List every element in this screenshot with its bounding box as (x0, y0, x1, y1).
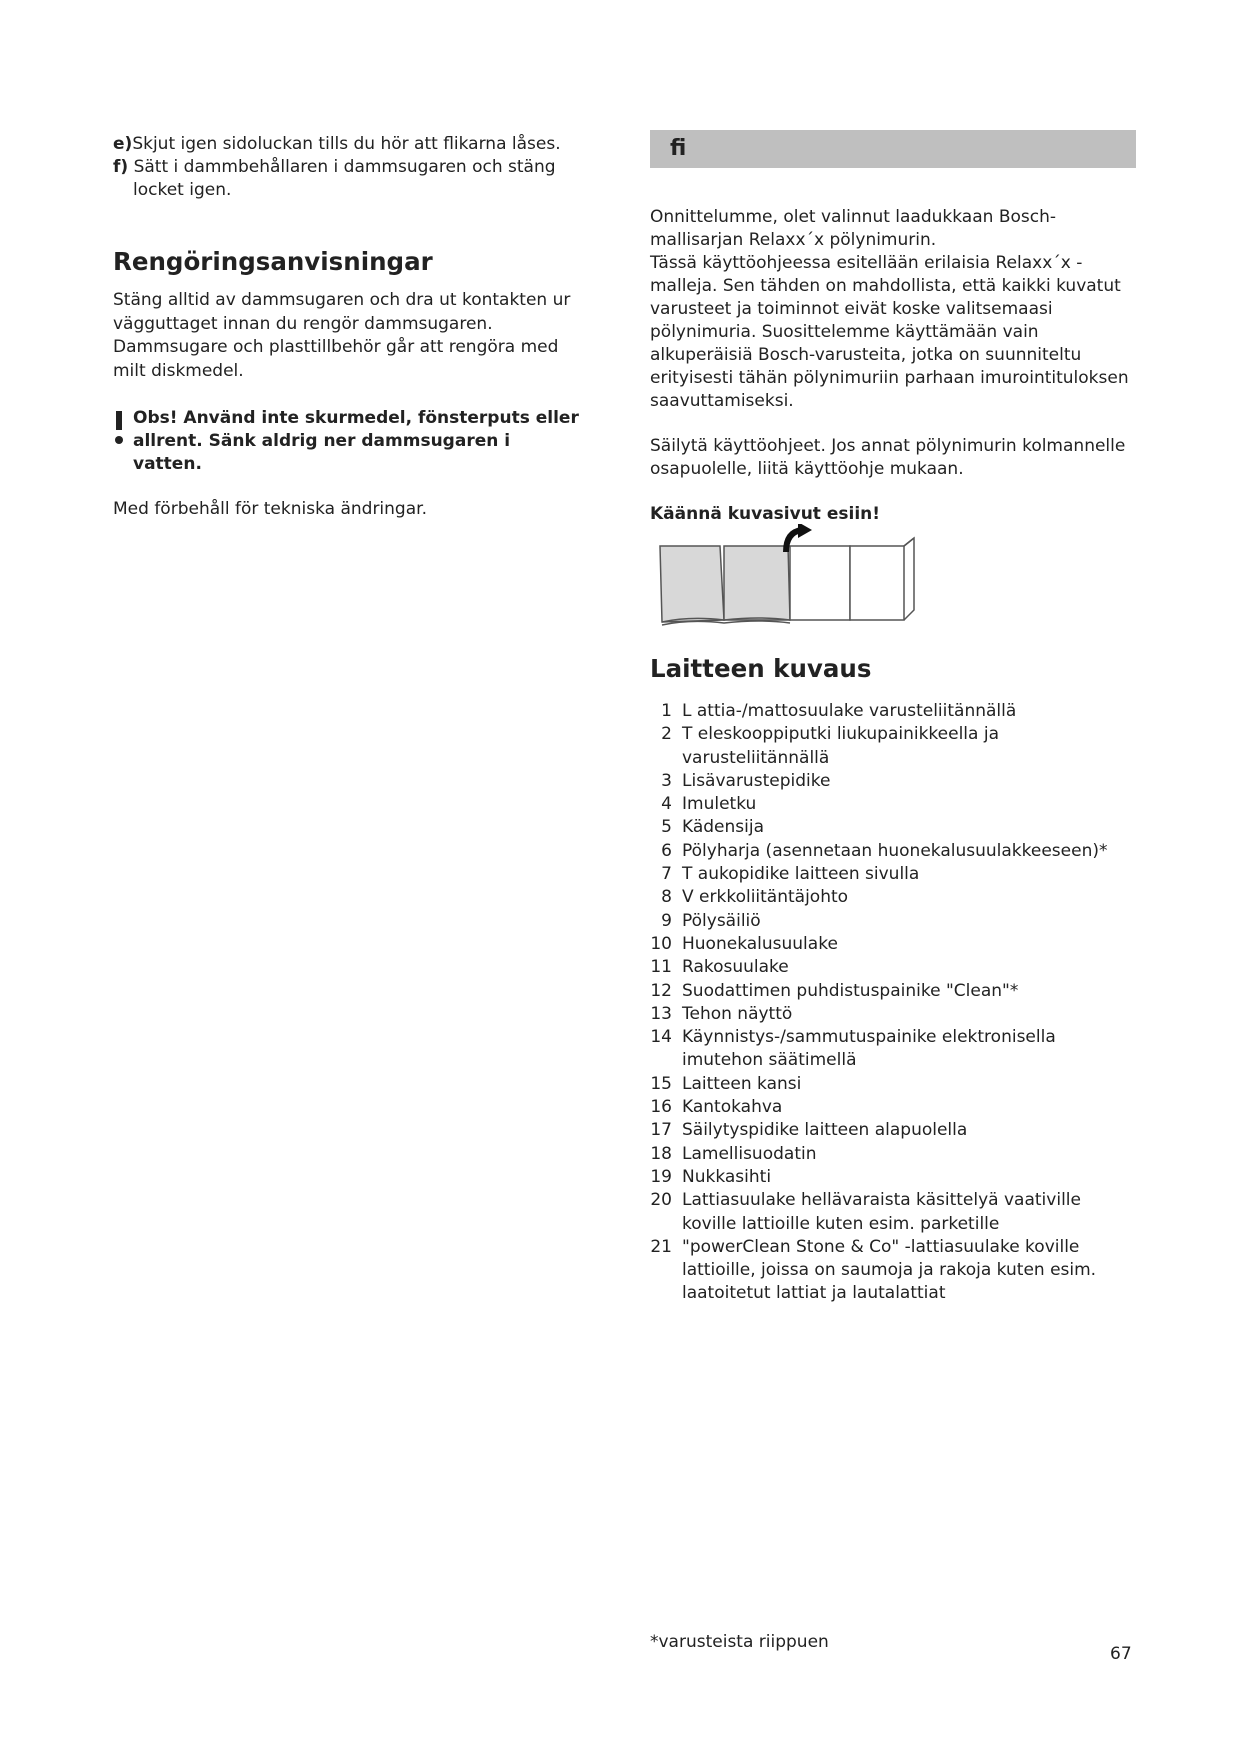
list-item: 8 V erkkoliitäntäjohto (661, 887, 849, 908)
list-item: 2 T eleskooppiputki liukupainikkeella ja varusteliitännällä (661, 724, 999, 768)
list-item: 11 Rakosuulake (650, 957, 789, 978)
step-e (113, 133, 583, 156)
footnote: *varusteista riippuen (650, 1632, 829, 1652)
intro-paragraph-2: Tässä käyttöohjeessa esitellään erilaisia Relaxx´x -malleja. Sen tähden on mahdollista, että kaikki kuvatut varusteet ja toiminnot eivät koske valitsemaasi pölynimuria. Suosittelemme käyttämään vain alkuperäisiä Bosch-varusteita, jotka on suunniteltu erityisesti tähän pölynimuriin parhaan imurointituloksen saavuttamiseksi. (650, 253, 1129, 411)
step-label: f) (113, 157, 129, 177)
list-item: 16 Kantokahva (650, 1097, 783, 1118)
list-item: 5 Kädensija (661, 817, 765, 838)
list-item: 1 L attia-/mattosuulake varusteliitännällä (661, 701, 1017, 721)
list-item: 15 Laitteen kansi (650, 1073, 802, 1094)
turn-pages-label: Käännä kuvasivut esiin! (650, 504, 881, 524)
list-item: 20 Lattiasuulake hellävaraista käsittelyä vaativille koville lattioille kuten esim. parketille (650, 1190, 1081, 1234)
language-code: fi (670, 136, 687, 161)
left-column (113, 133, 583, 521)
list-item: 18 Lamellisuodatin (650, 1143, 817, 1164)
list-item: 13 Tehon näyttö (650, 1003, 793, 1024)
intro-paragraph: Onnittelumme, olet valinnut laadukkaan Bosch-mallisarjan Relaxx´x pölynimurin. (650, 207, 1056, 250)
technical-note: Med förbehåll för tekniska ändringar. (113, 499, 427, 519)
list-item: 3 Lisävarustepidike (661, 770, 831, 791)
list-item: 17 Säilytyspidike laitteen alapuolella (650, 1120, 968, 1141)
cleaning-paragraph: Stäng alltid av dammsugaren och dra ut kontakten ur vägguttaget innan du rengör dammsugaren. Dammsugare och plasttillbehör går att rengöra med milt diskmedel. (113, 290, 571, 381)
step-label: e) (113, 134, 133, 154)
list-item: 6 Pölyharja (asennetaan huonekalusuulakkeeseen)* (661, 840, 1108, 861)
list-item: 12 Suodattimen puhdistuspainike "Clean"* (650, 980, 1019, 1001)
cleaning-heading: Rengöringsanvisningar (113, 247, 433, 276)
step-text: Skjut igen sidoluckan tills du hör att flikarna låses. (132, 134, 561, 154)
list-item: 4 Imuletku (661, 794, 757, 815)
list-item: 10 Huonekalusuulake (650, 933, 838, 954)
warning-block (113, 407, 583, 476)
warning-text: Obs! Använd inte skurmedel, fönsterputs eller allrent. Sänk aldrig ner dammsugaren i vatten. (133, 408, 579, 474)
foldout-pages-illustration (650, 524, 920, 634)
step-f (113, 156, 583, 202)
keep-instructions: Säilytä käyttöohjeet. Jos annat pölynimurin kolmannelle osapuolelle, liitä käyttöohje mukaan. (650, 436, 1126, 479)
exclamation-icon (113, 409, 125, 449)
step-text: Sätt i dammbehållaren i dammsugaren och stäng locket igen. (133, 157, 556, 200)
list-item: 7 T aukopidike laitteen sivulla (661, 864, 920, 885)
list-item: 9 Pölysäiliö (661, 910, 761, 931)
parts-list (650, 700, 1136, 1306)
right-column (650, 130, 1136, 1306)
list-item: 21 "powerClean Stone & Co" -lattiasuulake koville lattioille, joissa on saumoja ja rakoja kuten esim. laatoitetut lattiat ja lautalattiat (650, 1236, 1097, 1304)
list-item: 19 Nukkasihti (650, 1166, 772, 1187)
list-item: 14 Käynnistys-/sammutuspainike elektronisella imutehon säätimellä (650, 1027, 1056, 1071)
page-number: 67 (1110, 1644, 1132, 1664)
language-bar (650, 130, 1136, 168)
device-description-heading: Laitteen kuvaus (650, 654, 872, 683)
